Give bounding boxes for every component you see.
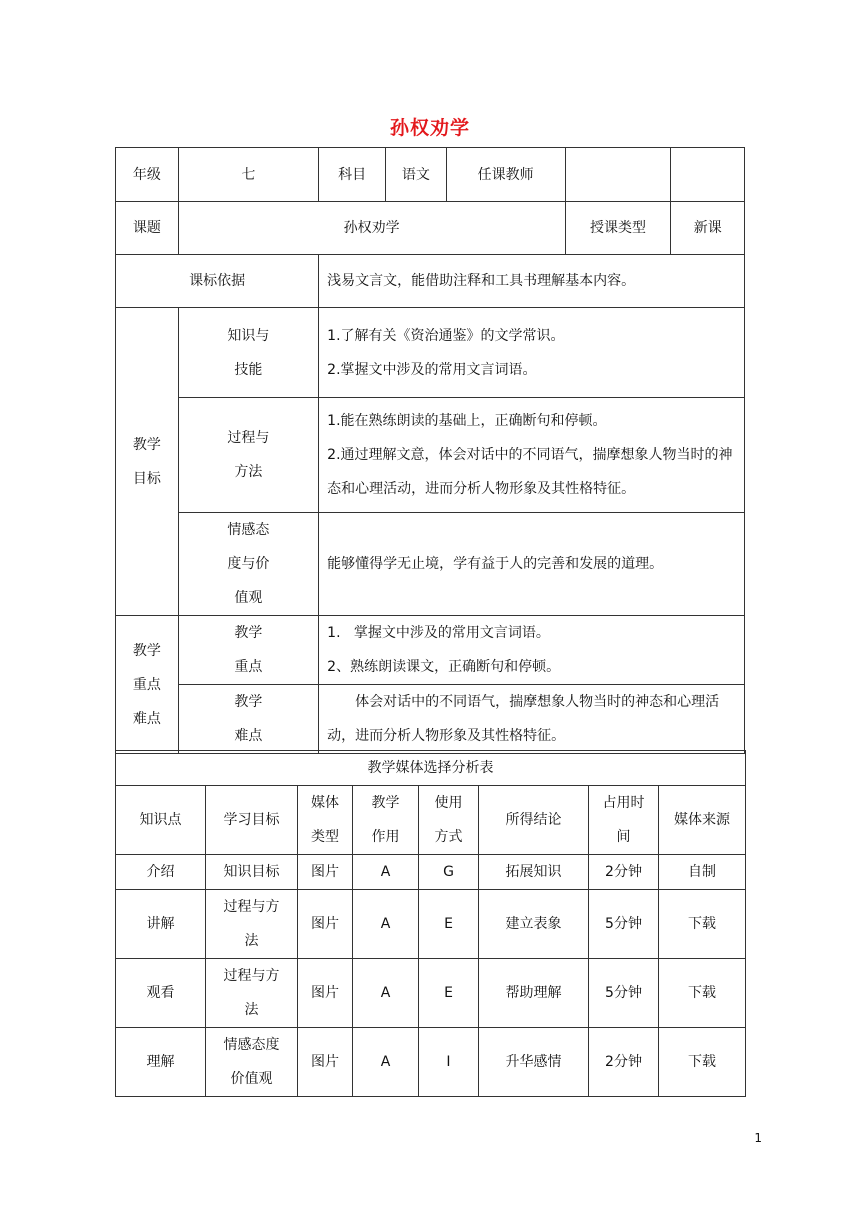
process-method-label: 过程与 方法 xyxy=(178,398,318,513)
table-cell: 5分钟 xyxy=(589,890,659,959)
table-cell: 过程与方法 xyxy=(206,890,298,959)
table-cell: 2分钟 xyxy=(589,855,659,890)
grade-label: 年级 xyxy=(116,148,179,202)
table-cell: 2分钟 xyxy=(589,1028,659,1097)
table-cell: E xyxy=(419,890,479,959)
table-row xyxy=(116,959,746,1028)
table-cell: 过程与方法 xyxy=(206,959,298,1028)
header-time: 占用时间 xyxy=(589,786,659,855)
table-row xyxy=(116,1028,746,1097)
table-cell: 图片 xyxy=(298,890,353,959)
teacher-label: 任课教师 xyxy=(446,148,565,202)
subject-value: 语文 xyxy=(386,148,447,202)
table-cell: G xyxy=(419,855,479,890)
table-cell: 图片 xyxy=(298,959,353,1028)
knowledge-skills-content: 1.了解有关《资治通鉴》的文学常识。 2.掌握文中涉及的常用文言词语。 xyxy=(319,308,745,398)
table-cell: 自制 xyxy=(659,855,746,890)
table-cell: 讲解 xyxy=(116,890,206,959)
table-cell: 图片 xyxy=(298,1028,353,1097)
difficulty-content: 体会对话中的不同语气，揣摩想象人物当时的神态和心理活动，进而分析人物形象及其性格特征。 xyxy=(319,685,745,754)
teacher-value xyxy=(565,148,671,202)
difficulty-label: 教学 难点 xyxy=(178,685,318,754)
topic-label: 课题 xyxy=(116,202,179,255)
table-cell: 下载 xyxy=(659,959,746,1028)
media-table-caption: 教学媒体选择分析表 xyxy=(116,751,746,786)
emotion-values-content: 能够懂得学无止境，学有益于人的完善和发展的道理。 xyxy=(319,513,745,616)
table-row xyxy=(116,890,746,959)
knowledge-skills-label: 知识与 技能 xyxy=(178,308,318,398)
table-cell: 图片 xyxy=(298,855,353,890)
header-media-type: 媒体类型 xyxy=(298,786,353,855)
key-points-label: 教学 重点 难点 xyxy=(116,616,179,754)
table-cell: 下载 xyxy=(659,890,746,959)
header-knowledge-point: 知识点 xyxy=(116,786,206,855)
header-teaching-role: 教学作用 xyxy=(353,786,419,855)
table-cell: 建立表象 xyxy=(479,890,589,959)
grade-value: 七 xyxy=(178,148,318,202)
focus-label: 教学 重点 xyxy=(178,616,318,685)
media-table xyxy=(115,750,746,1097)
table-cell: A xyxy=(353,959,419,1028)
table-cell: E xyxy=(419,959,479,1028)
document-title: 孙权劝学 xyxy=(389,117,470,139)
lesson-type-value: 新课 xyxy=(671,202,745,255)
table-cell: A xyxy=(353,855,419,890)
page-number: 1 xyxy=(754,1131,762,1145)
topic-value: 孙权劝学 xyxy=(178,202,565,255)
table-cell: 下载 xyxy=(659,1028,746,1097)
table-cell: 情感态度价值观 xyxy=(206,1028,298,1097)
standard-label: 课标依据 xyxy=(116,255,319,308)
focus-content: 1. 掌握文中涉及的常用文言词语。 2、熟练朗读课文，正确断句和停顿。 xyxy=(319,616,745,685)
table-cell: A xyxy=(353,1028,419,1097)
table-cell: 观看 xyxy=(116,959,206,1028)
lesson-plan-table xyxy=(115,147,745,754)
header-conclusion: 所得结论 xyxy=(479,786,589,855)
table-cell: 理解 xyxy=(116,1028,206,1097)
table-cell: 帮助理解 xyxy=(479,959,589,1028)
header-usage: 使用方式 xyxy=(419,786,479,855)
table-cell: 介绍 xyxy=(116,855,206,890)
table-row xyxy=(116,855,746,890)
goals-label: 教学 目标 xyxy=(116,308,179,616)
table-cell: 升华感情 xyxy=(479,1028,589,1097)
emotion-values-label: 情感态 度与价 值观 xyxy=(178,513,318,616)
table-cell: 拓展知识 xyxy=(479,855,589,890)
table-cell: I xyxy=(419,1028,479,1097)
lesson-type-label: 授课类型 xyxy=(565,202,671,255)
table-cell: 知识目标 xyxy=(206,855,298,890)
header-learning-goal: 学习目标 xyxy=(206,786,298,855)
standard-value: 浅易文言文，能借助注释和工具书理解基本内容。 xyxy=(319,255,745,308)
header-source: 媒体来源 xyxy=(659,786,746,855)
table-cell: A xyxy=(353,890,419,959)
table-cell: 5分钟 xyxy=(589,959,659,1028)
blank-cell xyxy=(671,148,745,202)
process-method-content: 1.能在熟练朗读的基础上，正确断句和停顿。 2.通过理解文意，体会对话中的不同语气，揣摩想象人物当时的神态和心理活动，进而分析人物形象及其性格特征。 xyxy=(319,398,745,513)
subject-label: 科目 xyxy=(319,148,386,202)
